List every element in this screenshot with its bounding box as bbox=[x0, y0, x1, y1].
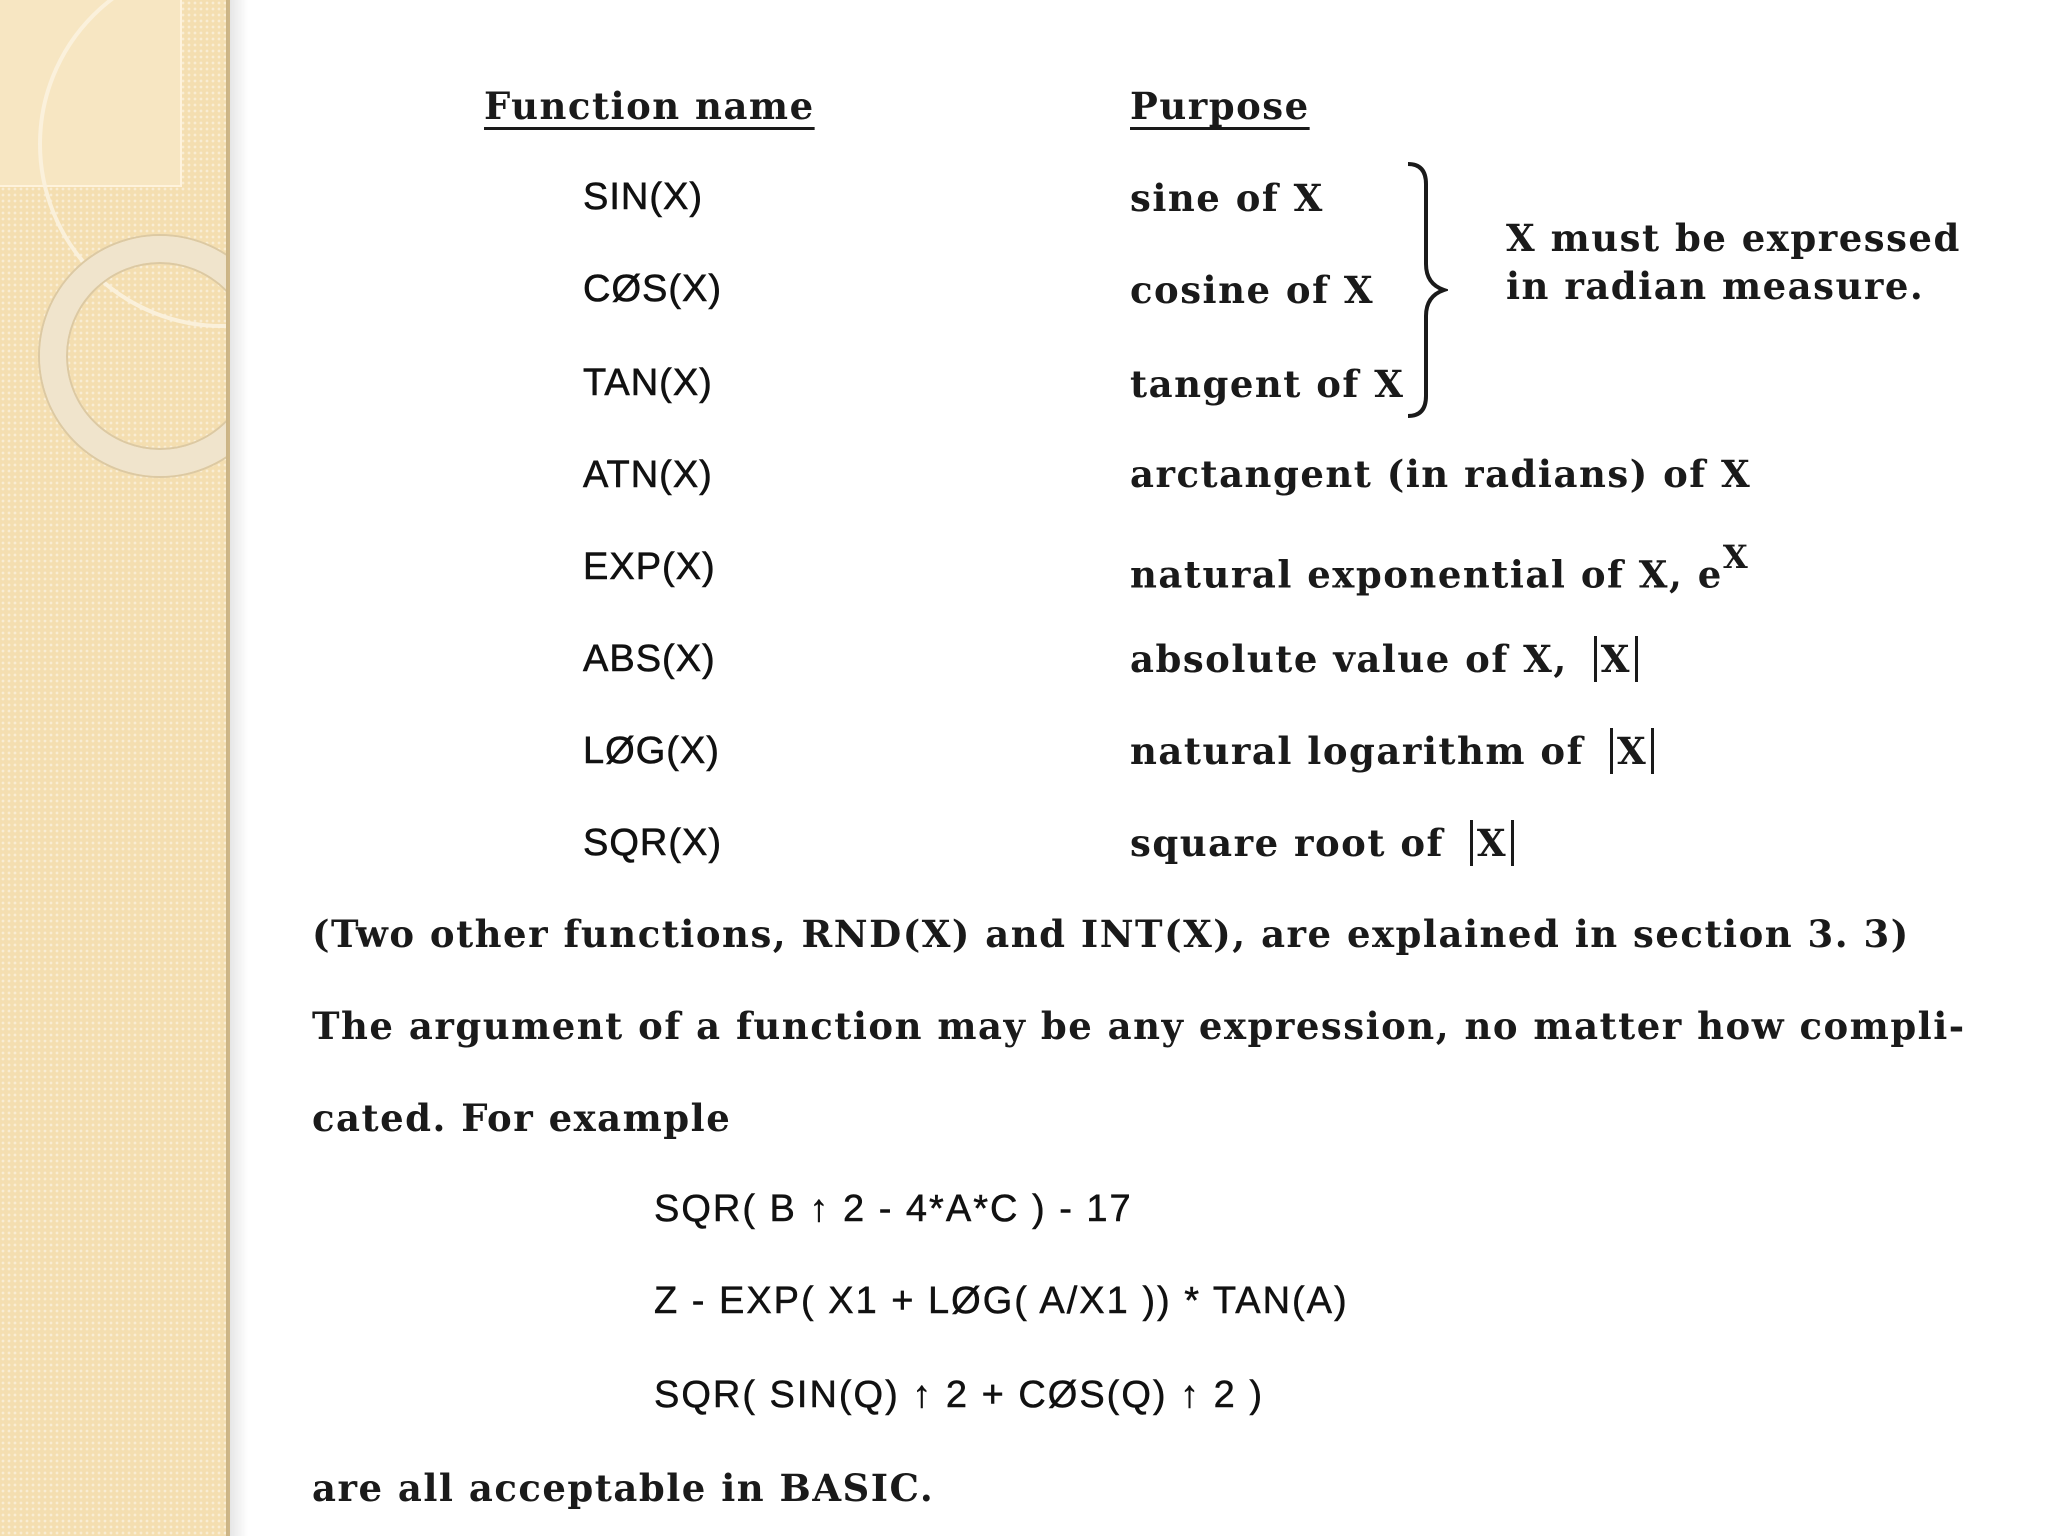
function-name-sin: SIN(X) bbox=[583, 176, 703, 218]
function-purpose-cos: cosine of X bbox=[1130, 268, 1375, 312]
brace-note-line2: in radian measure. bbox=[1506, 264, 1925, 308]
function-name-atn: ATN(X) bbox=[583, 454, 713, 496]
function-purpose-atn: arctangent (in radians) of X bbox=[1130, 452, 1752, 496]
function-name-log: LØG(X) bbox=[583, 730, 720, 772]
conclusion-text: are all acceptable in BASIC. bbox=[312, 1466, 935, 1510]
log-purpose-text: natural logarithm of bbox=[1130, 729, 1585, 773]
decorative-sidebar bbox=[0, 0, 230, 1536]
example-code-3: SQR( SIN(Q) ↑ 2 + CØS(Q) ↑ 2 ) bbox=[654, 1374, 1264, 1416]
argument-paragraph-line1: The argument of a function may be any expression, no matter how compli- bbox=[312, 1004, 1966, 1048]
function-purpose-exp bbox=[1130, 538, 1750, 597]
function-purpose-tan: tangent of X bbox=[1130, 362, 1405, 406]
exp-superscript: X bbox=[1722, 538, 1750, 576]
abs-bars-x: X bbox=[1594, 636, 1638, 682]
function-name-cos: CØS(X) bbox=[583, 268, 722, 310]
function-purpose-sqr bbox=[1130, 820, 1514, 866]
document-page bbox=[226, 0, 2048, 1536]
sqr-purpose-text: square root of bbox=[1130, 821, 1444, 865]
example-code-1: SQR( B ↑ 2 - 4*A*C ) - 17 bbox=[654, 1188, 1133, 1230]
function-name-abs: ABS(X) bbox=[583, 638, 716, 680]
function-name-exp: EXP(X) bbox=[583, 546, 716, 588]
argument-paragraph-line2: cated. For example bbox=[312, 1096, 732, 1140]
log-bars-x: X bbox=[1610, 728, 1654, 774]
function-name-sqr: SQR(X) bbox=[583, 822, 722, 864]
function-purpose-sin: sine of X bbox=[1130, 176, 1324, 220]
function-purpose-abs bbox=[1130, 636, 1638, 682]
sidebar-ring-small-decoration bbox=[40, 236, 230, 476]
brace-note-line1: X must be expressed bbox=[1506, 216, 1961, 260]
header-purpose: Purpose bbox=[1130, 84, 1310, 128]
function-purpose-log bbox=[1130, 728, 1654, 774]
example-code-2: Z - EXP( X1 + LØG( A/X1 )) * TAN(A) bbox=[654, 1280, 1349, 1322]
sqr-bars-x: X bbox=[1470, 820, 1514, 866]
curly-brace-icon bbox=[1402, 160, 1448, 420]
abs-purpose-text: absolute value of X, bbox=[1130, 637, 1568, 681]
exp-purpose-text: natural exponential of X, e bbox=[1130, 552, 1723, 597]
function-name-tan: TAN(X) bbox=[583, 362, 713, 404]
other-functions-note: (Two other functions, RND(X) and INT(X), are explained in section 3. 3) bbox=[312, 912, 1910, 956]
header-function-name: Function name bbox=[484, 84, 815, 128]
